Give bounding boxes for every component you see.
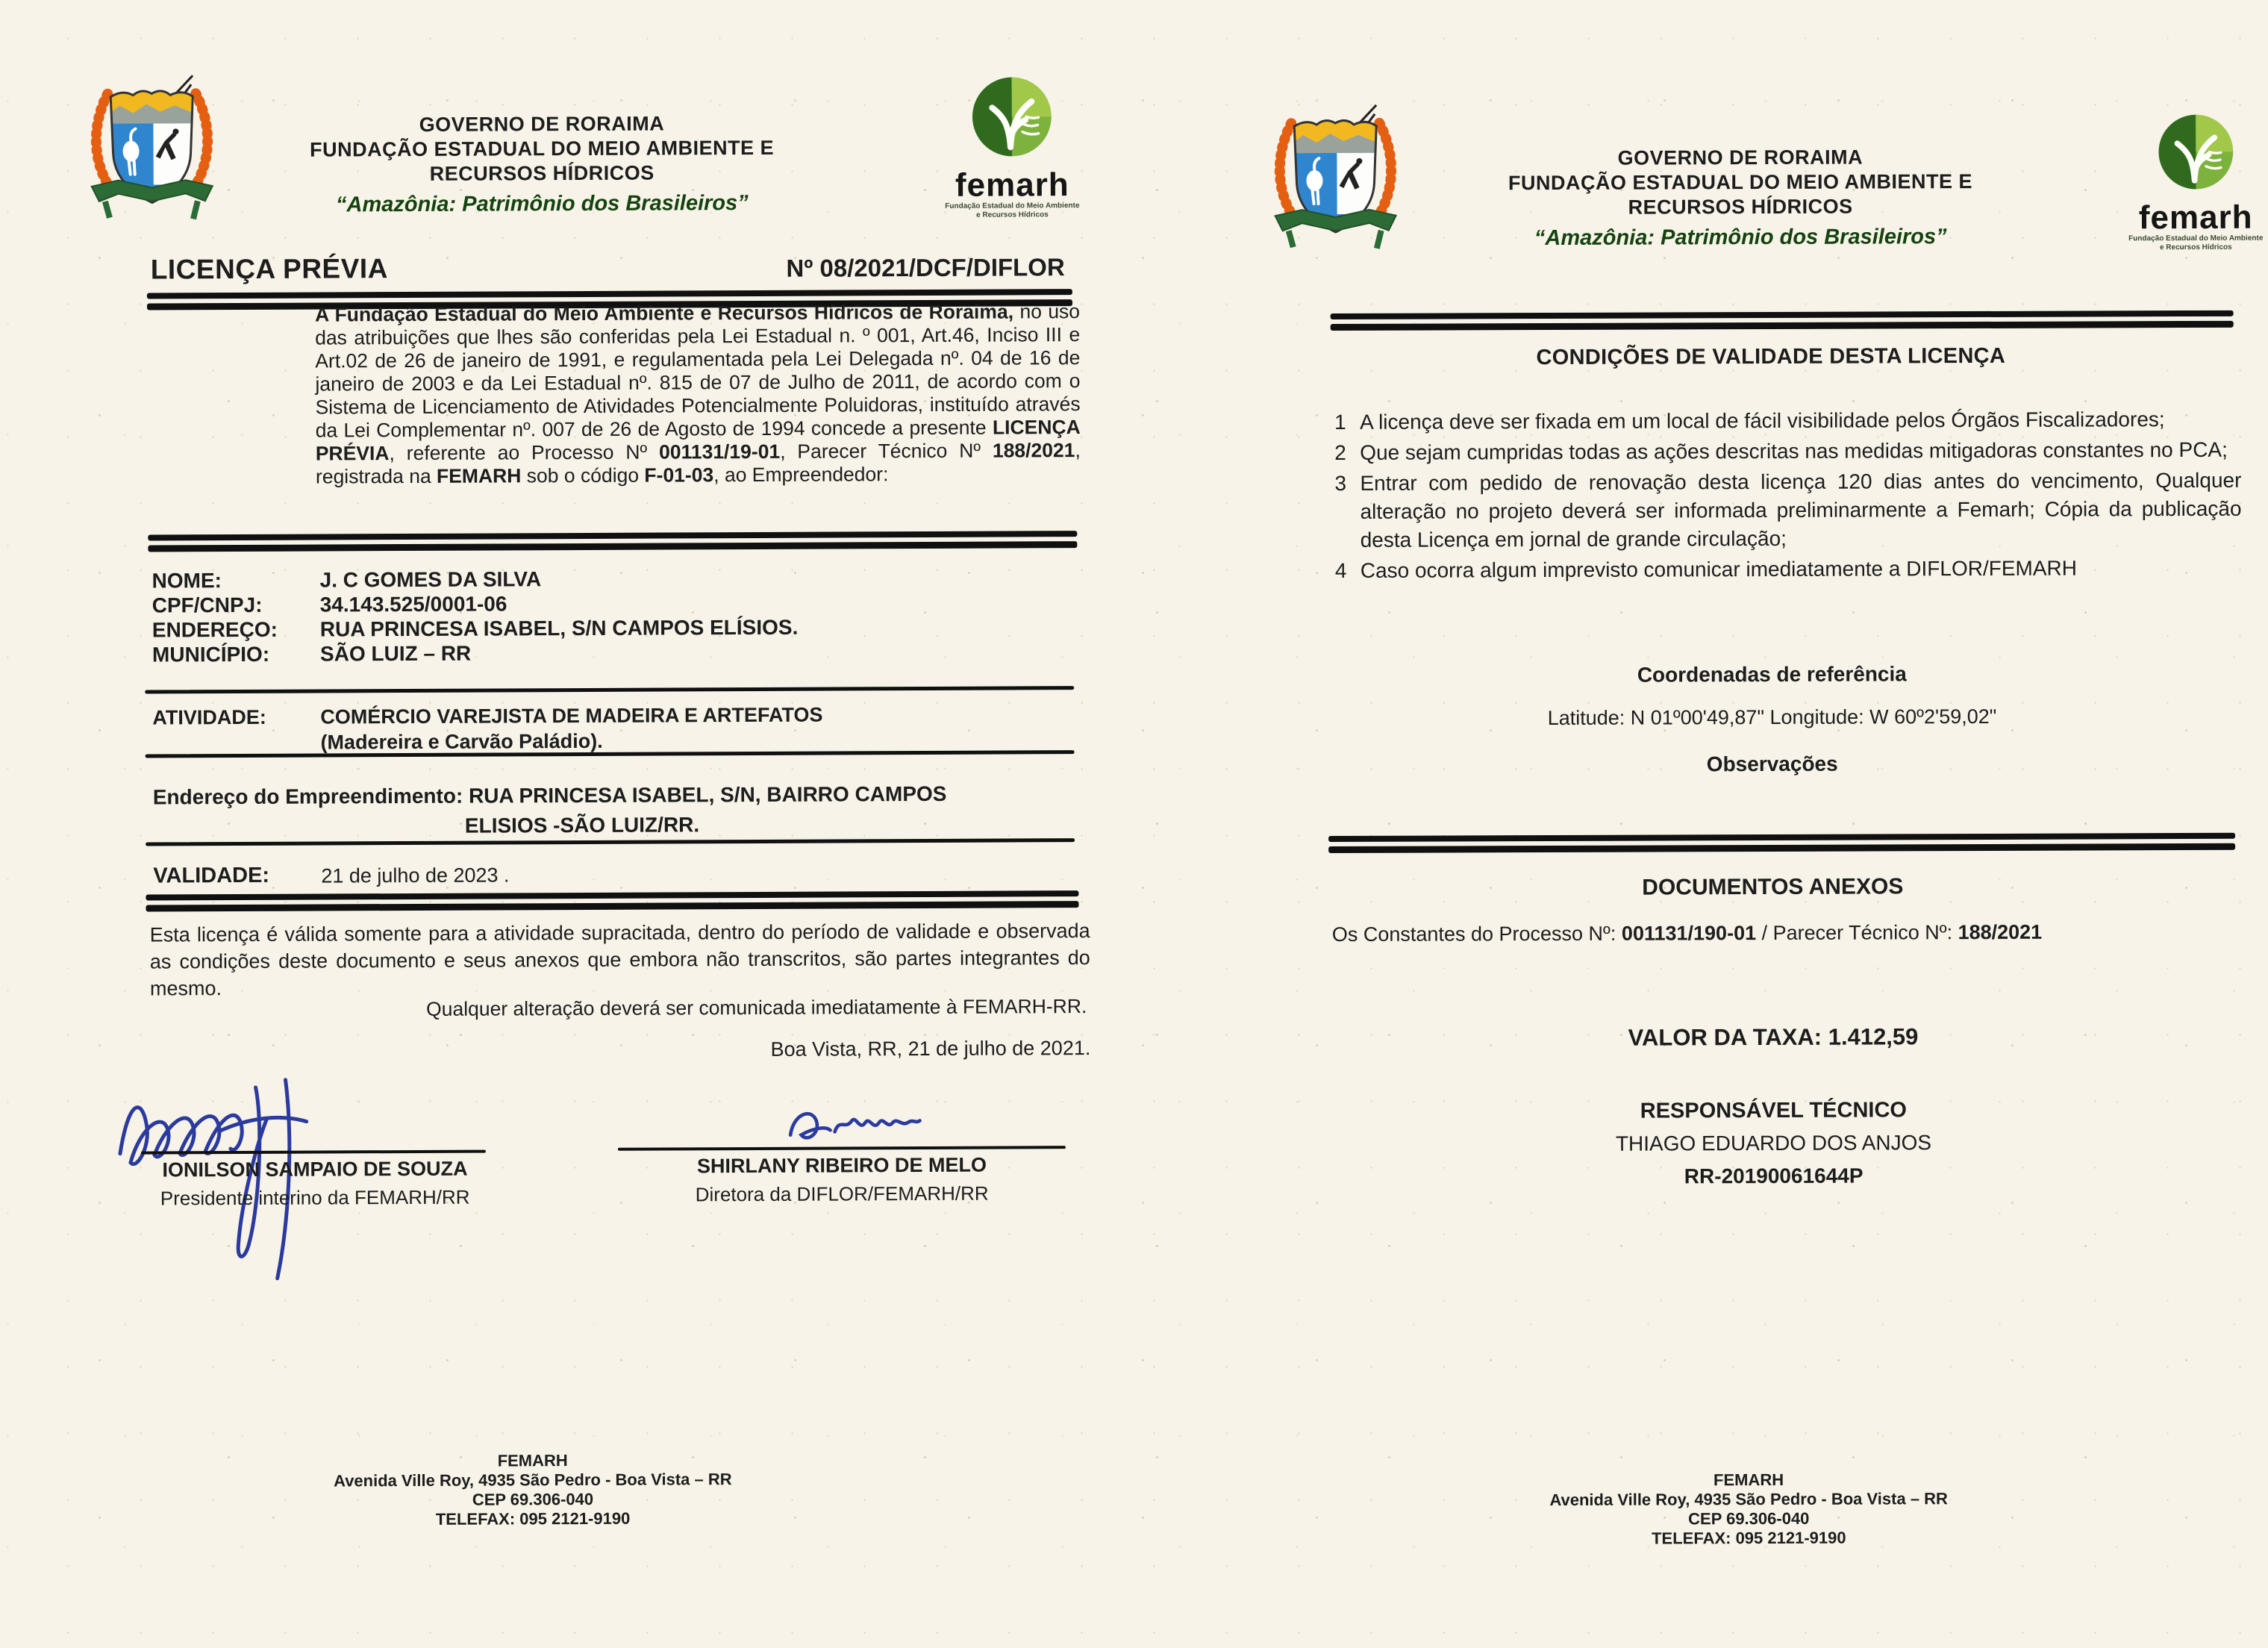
divider — [1331, 321, 2234, 331]
org-line-1: FUNDAÇÃO ESTADUAL DO MEIO AMBIENTE E — [1508, 170, 1973, 195]
field-value: SÃO LUIZ – RR — [319, 641, 472, 666]
technical-responsible-name: THIAGO EDUARDO DOS ANJOS — [1615, 1131, 1932, 1155]
footer-cep: CEP 69.306-040 — [472, 1489, 594, 1509]
gov-line: GOVERNO DE RORAIMA — [419, 112, 665, 136]
motto: “Amazônia: Patrimônio dos Brasileiros” — [1534, 225, 1947, 251]
femarh-logo — [922, 72, 1102, 220]
footer-address: Avenida Ville Roy, 4935 São Pedro - Boa Vista – RR — [334, 1470, 732, 1491]
field-label: ENDEREÇO: — [151, 617, 278, 642]
divider — [145, 686, 1074, 693]
org-line-2: RECURSOS HÍDRICOS — [429, 161, 655, 185]
agency-header — [1449, 145, 2031, 252]
footer-org: FEMARH — [497, 1451, 568, 1470]
condition-text: Que sejam cumpridas todas as ações descritas nas medidas mitigadoras constantes no PCA; — [1360, 437, 2228, 464]
signer-name: IONILSON SAMPAIO DE SOUZA — [162, 1157, 468, 1182]
divider — [1328, 843, 2235, 853]
org-line-1: FUNDAÇÃO ESTADUAL DO MEIO AMBIENTE E — [309, 136, 775, 161]
field-label: NOME: — [151, 569, 222, 593]
technical-responsible-registration: RR-20190061644P — [1684, 1164, 1864, 1188]
condition-number: 4 — [1334, 558, 1347, 583]
place-date-line: Boa Vista, RR, 21 de julho de 2021. — [770, 1037, 1091, 1061]
tax-value-line: VALOR DA TAXA: 1.412,59 — [1628, 1023, 1919, 1051]
divider — [146, 838, 1075, 846]
field-value: RUA PRINCESA ISABEL, S/N CAMPOS ELÍSIOS. — [319, 615, 799, 641]
condition-number: 2 — [1334, 440, 1346, 465]
technical-responsible-title: RESPONSÁVEL TÉCNICO — [1640, 1098, 1907, 1123]
footer-telefax: TELEFAX: 095 2121-9190 — [435, 1508, 631, 1529]
signature-shirlany — [781, 1099, 927, 1149]
divider — [148, 531, 1077, 540]
document-title: LICENÇA PRÉVIA — [150, 253, 388, 285]
footer-right — [1540, 1470, 1958, 1549]
footer-telefax: TELEFAX: 095 2121-9190 — [1652, 1528, 1846, 1548]
document-number: Nº 08/2021/DCF/DIFLOR — [786, 253, 1065, 282]
condition-number: 3 — [1334, 471, 1347, 496]
validity-value: 21 de julho de 2023 . — [321, 864, 510, 887]
enterprise-address-line1 — [153, 781, 1082, 809]
roraima-coat-of-arms-icon — [1263, 102, 1409, 260]
field-label: MUNICÍPIO: — [151, 642, 270, 667]
femarh-wordmark: femarh — [955, 166, 1069, 204]
condition-number: 1 — [1334, 410, 1346, 434]
condition-item — [1334, 405, 2241, 437]
condition-item — [1334, 466, 2241, 555]
enterprise-address-line2: ELISIOS -SÃO LUIZ/RR. — [464, 813, 700, 837]
divider — [1331, 310, 2234, 319]
agency-header — [251, 111, 834, 218]
coords-title: Coordenadas de referência — [1637, 662, 1907, 687]
divider — [146, 890, 1078, 900]
activity-value-line1: COMÉRCIO VAREJISTA DE MADEIRA E ARTEFATOS — [320, 703, 823, 728]
condition-text: Entrar com pedido de renovação desta licença 120 dias antes do vencimento, Qualquer alteração no projeto deverá ser informada preliminarmente a Femarh; Cópia da publicação desta Licença em jornal de grande circulação; — [1360, 468, 2242, 552]
condition-item — [1335, 554, 2242, 585]
femarh-tagline-2: e Recursos Hídricos — [976, 210, 1049, 219]
condition-text: Caso ocorra algum imprevisto comunicar imediatamente a DIFLOR/FEMARH — [1360, 556, 2077, 582]
signer-role: Diretora da DIFLOR/FEMARH/RR — [695, 1182, 989, 1206]
field-label: CPF/CNPJ: — [151, 593, 263, 617]
activity-label: ATIVIDADE: — [152, 705, 266, 729]
condition-item — [1334, 436, 2241, 467]
enterprise-address-label: Endereço do Empreendimento: — [152, 784, 463, 809]
femarh-tagline-1: Fundação Estadual do Meio Ambiente — [945, 202, 1080, 210]
validity-label: VALIDADE: — [153, 863, 270, 888]
conditions-list — [1334, 405, 2242, 587]
field-value: J. C GOMES DA SILVA — [319, 567, 542, 592]
signature-line — [618, 1146, 1066, 1151]
enterprise-address-value: RUA PRINCESA ISABEL, S/N, BAIRRO CAMPOS — [468, 781, 947, 808]
signer-role: Presidente interino da FEMARH/RR — [160, 1185, 470, 1210]
motto: “Amazônia: Patrimônio dos Brasileiros” — [335, 191, 749, 217]
conditions-title: CONDIÇÕES DE VALIDADE DESTA LICENÇA — [1536, 343, 2006, 370]
attached-docs-line: Os Constantes do Processo Nº: 001131/190-01 / Parecer Técnico Nº: 188/2021 — [1331, 920, 2043, 946]
divider — [147, 289, 1072, 299]
femarh-logo-icon — [966, 154, 1058, 167]
femarh-logo — [2117, 110, 2268, 253]
femarh-tagline-1: Fundação Estadual do Meio Ambiente — [2128, 234, 2264, 243]
intro-paragraph: A Fundação Estadual do Meio Ambiente e Recursos Hídricos de Roraima, no uso das atribuições que lhes são conferidas pela Lei Estadual n. º 001, Art.46, Inciso III e Art.02 de 26 de janeiro de 1991, e regulamentada pela Lei Delegada nº. 04 de 16 de janeiro de 2003 e da Lei Estadual nº. 815 de 07 de Julho de 2011, de acordo com o Sistema de Licenciamento de Atividades Potencialmente Poluidoras, instituído através da Lei Complementar nº. 007 de 26 de Agosto de 1994 concede a presente LICENÇA PRÉVIA, referente ao Processo Nº 001131/19-01, Parecer Técnico Nº 188/2021, registrada na FEMARH sob o código F-01-03, ao Empreendedor: — [314, 300, 1081, 488]
validity-paragraph: Esta licença é válida somente para a atividade supracitada, dentro do período de validade e observada as condições deste documento e seus anexos que embora não transcritos, são partes integrantes do mesmo. — [149, 920, 1090, 1000]
footer-address: Avenida Ville Roy, 4935 São Pedro - Boa Vista – RR — [1549, 1489, 1948, 1510]
femarh-logo-icon — [2153, 187, 2239, 199]
activity-value-line2: (Madereira e Carvão Paládio). — [320, 729, 603, 754]
condition-text: A licença deve ser fixada em um local de fácil visibilidade pelos Órgãos Fiscalizadores; — [1360, 408, 2165, 434]
divider — [146, 750, 1075, 758]
roraima-coat-of-arms-icon — [79, 72, 225, 230]
license-page-right — [1258, 0, 2268, 1647]
org-line-2: RECURSOS HÍDRICOS — [1628, 195, 1853, 219]
femarh-tagline-2: e Recursos Hídricos — [2159, 243, 2232, 252]
divider — [146, 901, 1078, 911]
divider — [1328, 833, 2235, 842]
change-notice: Qualquer alteração deverá ser comunicada imediatamente à FEMARH-RR. — [426, 995, 1087, 1020]
attached-docs-title: DOCUMENTOS ANEXOS — [1642, 874, 1904, 900]
license-page-left — [71, 0, 1093, 1648]
footer-org: FEMARH — [1713, 1470, 1784, 1490]
coords-value: Latitude: N 01º00'49,87" Longitude: W 60º2'59,02" — [1547, 705, 1997, 730]
femarh-wordmark: femarh — [2138, 199, 2253, 237]
observations-title: Observações — [1706, 752, 1838, 776]
footer-left — [324, 1450, 742, 1529]
footer-cep: CEP 69.306-040 — [1688, 1508, 1810, 1529]
signer-name: SHIRLANY RIBEIRO DE MELO — [696, 1153, 987, 1178]
gov-line: GOVERNO DE RORAIMA — [1617, 146, 1864, 169]
field-value: 34.143.525/0001-06 — [319, 592, 507, 617]
divider — [148, 541, 1077, 552]
